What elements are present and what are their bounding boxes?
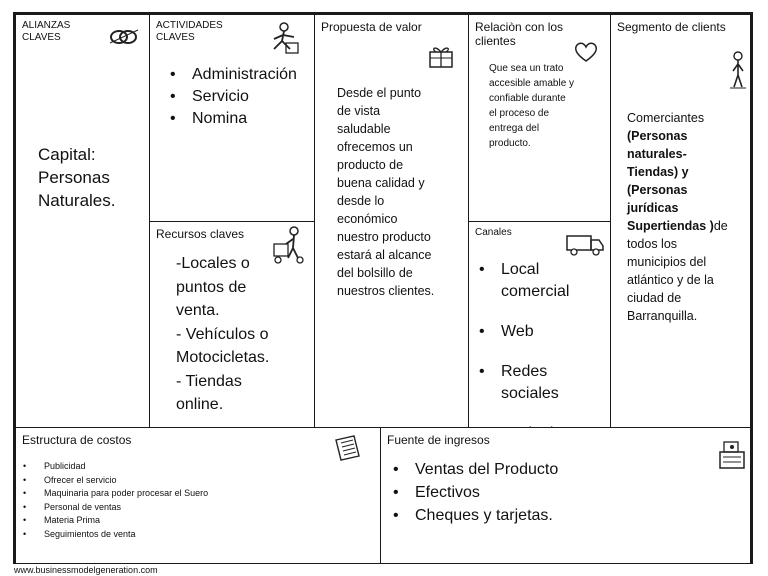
value-proposition-title: Propuesta de valor (321, 20, 422, 34)
key-resources-block (149, 221, 315, 428)
list-item: • Nomina (168, 108, 297, 130)
person-standing-icon (729, 51, 747, 89)
key-partners-title: ALIANZAS CLAVES (22, 20, 71, 43)
key-resources-content: -Locales o puntos de venta. - Vehículos o Motocicletas. - Tiendas online. (176, 255, 270, 413)
gift-icon (427, 43, 455, 69)
list-item: • Local comercial (477, 259, 571, 303)
customer-relationships-title: Relaciòn con los clientes (475, 20, 564, 48)
customer-segments-content (627, 109, 728, 325)
cost-structure-block (15, 427, 381, 564)
customer-relationships-block (468, 14, 611, 222)
list-item: • Maquinaria para poder procesar el Suero (20, 487, 208, 501)
segment-line-3: de todos los municipios del atlántico y de la ciudad de Barranquilla. (627, 219, 728, 323)
list-item: • Redes sociales (477, 361, 571, 405)
revenue-streams-list (391, 458, 558, 527)
customer-relationships-content: Que sea un trato accesible amable y confiable durante el proceso de entrega del producto. (489, 63, 575, 149)
segment-line-2: (Personas naturales- Tiendas) y (Personas jurídicas Supertiendas ) (627, 129, 714, 233)
key-activities-block (149, 14, 315, 222)
cost-structure-title: Estructura de costos (22, 433, 132, 447)
key-activities-list (168, 64, 297, 130)
list-item: • Administración (168, 64, 297, 86)
key-activities-title: ACTIVIDADES CLAVES (156, 20, 223, 43)
customer-segments-title: Segmento de clients (617, 20, 726, 34)
key-partners-content: Capital: Personas Naturales. (38, 145, 116, 210)
list-item: • Efectivos (391, 481, 558, 504)
footer-url: www.businessmodelgeneration.com (14, 565, 158, 575)
revenue-streams-title: Fuente de ingresos (387, 433, 490, 447)
list-item: • Publicidad (20, 460, 208, 474)
channels-title: Canales (475, 227, 512, 238)
business-model-canvas (13, 12, 753, 564)
value-proposition-content: Desde el punto de vista saludable ofrecemos un producto de buena calidad y desde lo económico nuestro producto estará al alcance del bolsillo de nuestros clientes. (337, 86, 435, 298)
list-item: • Personal de ventas (20, 501, 208, 515)
list-item: • Servicio (168, 86, 297, 108)
receipt-icon (332, 434, 362, 462)
list-item: • Web (477, 321, 571, 343)
chain-links-icon (108, 25, 140, 49)
channels-block (468, 221, 611, 428)
list-item: • Materia Prima (20, 514, 208, 528)
list-item: • Cheques y tarjetas. (391, 504, 558, 527)
heart-icon (573, 41, 599, 63)
cash-register-icon (717, 438, 747, 472)
key-partners-block (15, 14, 150, 428)
forklift-worker-icon (272, 226, 308, 266)
list-item: • Ventas del Producto (391, 458, 558, 481)
customer-segments-block (610, 14, 751, 428)
cost-structure-list (20, 460, 208, 541)
list-item: • Ofrecer el servicio (20, 474, 208, 488)
list-item: • Seguimientos de venta (20, 528, 208, 542)
value-proposition-block (314, 14, 469, 428)
segment-line-1: Comerciantes (627, 111, 705, 125)
worker-icon (266, 21, 302, 57)
key-resources-title: Recursos claves (156, 227, 245, 241)
revenue-streams-block (380, 427, 751, 564)
